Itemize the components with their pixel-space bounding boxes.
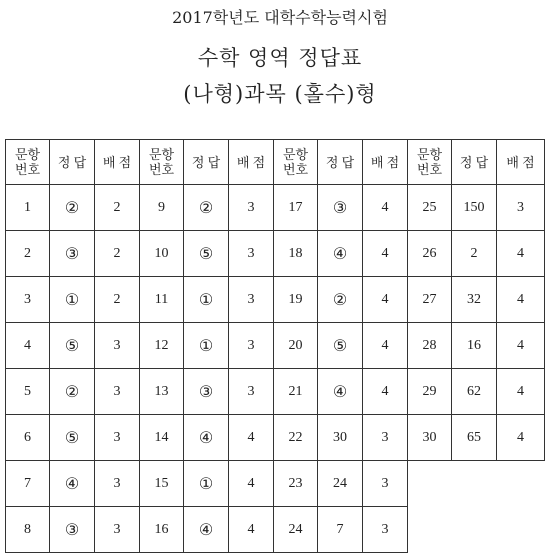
- points-cell: 3: [95, 415, 140, 461]
- points-header: 배 점: [497, 140, 545, 185]
- answer-cell: ④: [318, 369, 363, 415]
- answer-cell: ⑤: [318, 323, 363, 369]
- question-number-cell: 28: [408, 323, 452, 369]
- question-number-cell: 4: [6, 323, 50, 369]
- points-cell: 4: [497, 323, 545, 369]
- question-number-cell: 25: [408, 185, 452, 231]
- answer-cell: ③: [50, 231, 95, 277]
- points-cell: 3: [95, 369, 140, 415]
- answer-cell: ④: [50, 461, 95, 507]
- question-number-cell: 29: [408, 369, 452, 415]
- points-cell: 4: [229, 415, 274, 461]
- table-row: [6, 323, 545, 369]
- points-cell: 2: [95, 185, 140, 231]
- points-cell: 3: [363, 507, 408, 553]
- points-cell: 3: [95, 323, 140, 369]
- answer-cell: ①: [184, 461, 229, 507]
- question-number-cell: 14: [140, 415, 184, 461]
- answer-cell: 2: [452, 231, 497, 277]
- table-row: [6, 185, 545, 231]
- answer-cell: ②: [50, 369, 95, 415]
- points-cell: 3: [363, 461, 408, 507]
- points-cell: 3: [229, 277, 274, 323]
- answer-header: 정 답: [452, 140, 497, 185]
- question-number-header: 문항 번호: [140, 140, 184, 185]
- question-number-cell: 16: [140, 507, 184, 553]
- subject-title: 수학 영역 정답표: [197, 46, 363, 70]
- answer-cell: ④: [184, 507, 229, 553]
- question-number-cell: 13: [140, 369, 184, 415]
- question-number-cell: 5: [6, 369, 50, 415]
- points-cell: 3: [229, 231, 274, 277]
- answer-cell: ③: [184, 369, 229, 415]
- question-number-cell: 26: [408, 231, 452, 277]
- points-cell: 4: [497, 231, 545, 277]
- empty-cell: [497, 461, 545, 507]
- type-title: (나형)과목 (홀수)형: [183, 82, 377, 106]
- empty-cell: [497, 507, 545, 553]
- points-cell: 3: [229, 369, 274, 415]
- answer-cell: ③: [318, 185, 363, 231]
- answer-table-body: [6, 185, 545, 553]
- points-cell: 3: [95, 461, 140, 507]
- question-number-cell: 7: [6, 461, 50, 507]
- answer-cell: 65: [452, 415, 497, 461]
- answer-cell: ②: [50, 185, 95, 231]
- points-cell: 3: [497, 185, 545, 231]
- points-cell: 3: [229, 185, 274, 231]
- points-cell: 4: [497, 277, 545, 323]
- answer-cell: ⑤: [184, 231, 229, 277]
- question-number-header: 문항 번호: [274, 140, 318, 185]
- question-number-cell: 9: [140, 185, 184, 231]
- table-row: [6, 507, 545, 553]
- table-row: [6, 369, 545, 415]
- answer-cell: ③: [50, 507, 95, 553]
- answer-cell: ⑤: [50, 415, 95, 461]
- question-number-cell: 18: [274, 231, 318, 277]
- answer-cell: ④: [184, 415, 229, 461]
- answer-cell: 16: [452, 323, 497, 369]
- question-number-cell: 12: [140, 323, 184, 369]
- question-number-cell: 20: [274, 323, 318, 369]
- points-cell: 3: [363, 415, 408, 461]
- question-number-cell: 19: [274, 277, 318, 323]
- points-cell: 2: [95, 277, 140, 323]
- points-cell: 3: [95, 507, 140, 553]
- answer-cell: 62: [452, 369, 497, 415]
- question-number-header: 문항 번호: [408, 140, 452, 185]
- question-number-cell: 24: [274, 507, 318, 553]
- answer-cell: ②: [184, 185, 229, 231]
- question-number-cell: 2: [6, 231, 50, 277]
- question-number-cell: 23: [274, 461, 318, 507]
- answer-cell: 24: [318, 461, 363, 507]
- table-row: [6, 277, 545, 323]
- question-number-cell: 22: [274, 415, 318, 461]
- question-number-cell: 6: [6, 415, 50, 461]
- exam-title: 2017학년도 대학수학능력시험: [172, 8, 388, 27]
- question-number-cell: 17: [274, 185, 318, 231]
- empty-cell: [408, 507, 452, 553]
- question-number-cell: 8: [6, 507, 50, 553]
- empty-cell: [452, 461, 497, 507]
- header-row: [6, 140, 545, 185]
- answer-cell: ②: [318, 277, 363, 323]
- points-cell: 4: [363, 323, 408, 369]
- points-header: 배 점: [229, 140, 274, 185]
- answer-cell: ①: [184, 323, 229, 369]
- points-cell: 4: [497, 415, 545, 461]
- answer-header: 정 답: [50, 140, 95, 185]
- answer-cell: 32: [452, 277, 497, 323]
- points-cell: 4: [229, 461, 274, 507]
- question-number-cell: 27: [408, 277, 452, 323]
- points-cell: 4: [497, 369, 545, 415]
- answer-cell: ⑤: [50, 323, 95, 369]
- question-number-cell: 11: [140, 277, 184, 323]
- empty-cell: [452, 507, 497, 553]
- points-cell: 4: [363, 231, 408, 277]
- answer-cell: 150: [452, 185, 497, 231]
- answer-header: 정 답: [318, 140, 363, 185]
- answer-header: 정 답: [184, 140, 229, 185]
- points-header: 배 점: [95, 140, 140, 185]
- points-cell: 3: [229, 323, 274, 369]
- empty-cell: [408, 461, 452, 507]
- answer-cell: 30: [318, 415, 363, 461]
- answer-cell: 7: [318, 507, 363, 553]
- points-cell: 4: [229, 507, 274, 553]
- points-cell: 4: [363, 369, 408, 415]
- answer-table: [5, 139, 545, 553]
- answer-cell: ④: [318, 231, 363, 277]
- question-number-cell: 10: [140, 231, 184, 277]
- table-row: [6, 461, 545, 507]
- points-cell: 4: [363, 277, 408, 323]
- points-cell: 4: [363, 185, 408, 231]
- points-header: 배 점: [363, 140, 408, 185]
- points-cell: 2: [95, 231, 140, 277]
- question-number-cell: 15: [140, 461, 184, 507]
- answer-cell: ①: [50, 277, 95, 323]
- table-row: [6, 415, 545, 461]
- answer-cell: ①: [184, 277, 229, 323]
- question-number-cell: 1: [6, 185, 50, 231]
- question-number-cell: 21: [274, 369, 318, 415]
- question-number-header: 문항 번호: [6, 140, 50, 185]
- question-number-cell: 3: [6, 277, 50, 323]
- table-row: [6, 231, 545, 277]
- question-number-cell: 30: [408, 415, 452, 461]
